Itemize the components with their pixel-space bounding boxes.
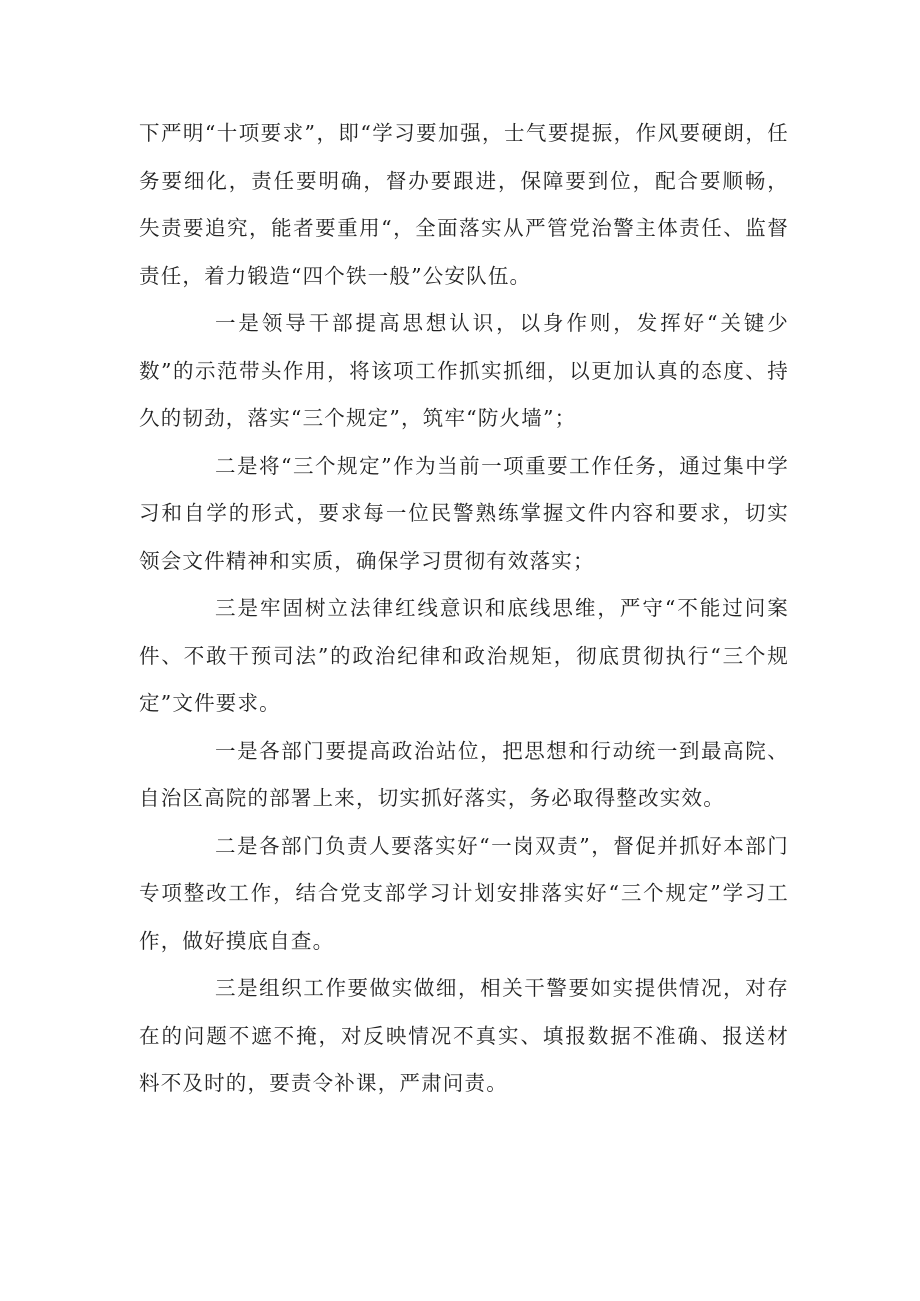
paragraph-leaders-example: 一是领导干部提高思想认识，以身作则，发挥好“关键少数”的示范带头作用，将该项工作抓实抓细，以更加认真的态度、持久的韧劲，落实“三个规定”，筑牢“防火墙”；	[139, 311, 789, 430]
paragraph-organization-work: 三是组织工作要做实做细，相关干警要如实提供情况，对存在的问题不遮不掩，对反映情况不真实、填报数据不准确、报送材料不及时的，要责令补课，严肃问责。	[139, 976, 789, 1095]
paragraph-political-stance: 一是各部门要提高政治站位，把思想和行动统一到最高院、自治区高院的部署上来，切实抓好落实，务必取得整改实效。	[139, 738, 789, 810]
paragraph-study-task: 二是将“三个规定”作为当前一项重要工作任务，通过集中学习和自学的形式，要求每一位民警熟练掌握文件内容和要求，切实领会文件精神和实质，确保学习贯彻有效落实；	[139, 453, 789, 573]
paragraph-continuation: 下严明“十项要求”，即“学习要加强，士气要提振，作风要硬朗，任务要细化，责任要明确，督办要跟进，保障要到位，配合要顺畅，失责要追究，能者要重用“，全面落实从严管党治警主体责任、监督责任，着力锻造“四个铁一般”公安队伍。	[139, 121, 789, 288]
document-body	[139, 110, 789, 1108]
paragraph-legal-redline: 三是牢固树立法律红线意识和底线思维，严守“不能过问案件、不敢干预司法”的政治纪律和政治规矩，彻底贯彻执行“三个规定”文件要求。	[139, 596, 789, 715]
paragraph-dual-responsibility: 二是各部门负责人要落实好“一岗双责”，督促并抓好本部门专项整改工作，结合党支部学习计划安排落实好“三个规定”学习工作，做好摸底自查。	[139, 833, 789, 953]
